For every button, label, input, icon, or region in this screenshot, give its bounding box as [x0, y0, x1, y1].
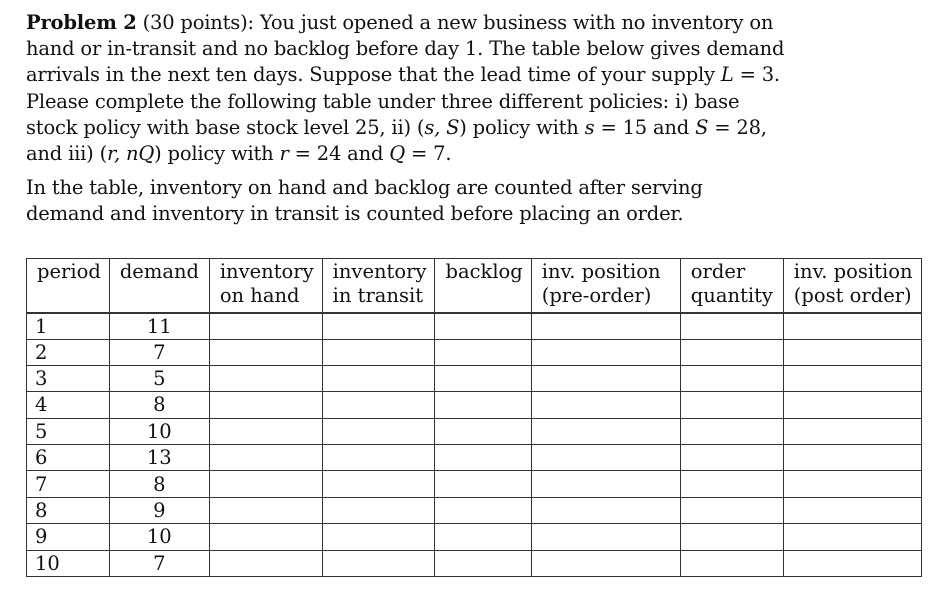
- empty-answer-cell[interactable]: [531, 339, 680, 365]
- empty-answer-cell[interactable]: [783, 524, 921, 550]
- column-header: [680, 259, 783, 313]
- empty-answer-cell[interactable]: [680, 497, 783, 523]
- column-header-line2: in transit: [332, 284, 424, 307]
- problem-text-segment: ) policy with: [154, 142, 280, 166]
- column-header-line1: order: [690, 260, 746, 283]
- empty-answer-cell[interactable]: [680, 550, 783, 576]
- problem-text-segment: You just opened a new business with no inventory on hand or in-transit and no backlog before day 1. The table below gives demand arrivals in the next ten days. Suppose that the lead time of your supply: [26, 11, 785, 87]
- inventory-table: [26, 258, 922, 577]
- empty-answer-cell[interactable]: [322, 497, 435, 523]
- table-row: [27, 445, 922, 471]
- empty-answer-cell[interactable]: [209, 365, 322, 391]
- problem-text-segment: = 28, and iii) (: [26, 115, 767, 166]
- empty-answer-cell[interactable]: [435, 418, 531, 444]
- empty-answer-cell[interactable]: [783, 418, 921, 444]
- demand-cell: 7: [109, 339, 209, 365]
- empty-answer-cell[interactable]: [531, 418, 680, 444]
- demand-cell: 10: [109, 418, 209, 444]
- empty-answer-cell[interactable]: [435, 339, 531, 365]
- empty-answer-cell[interactable]: [783, 445, 921, 471]
- demand-cell: 10: [109, 524, 209, 550]
- empty-answer-cell[interactable]: [531, 392, 680, 418]
- empty-answer-cell[interactable]: [783, 392, 921, 418]
- demand-cell: 9: [109, 497, 209, 523]
- empty-answer-cell[interactable]: [435, 524, 531, 550]
- empty-answer-cell[interactable]: [531, 471, 680, 497]
- period-cell: 2: [27, 339, 110, 365]
- column-header: [783, 259, 921, 313]
- empty-answer-cell[interactable]: [783, 313, 921, 340]
- empty-answer-cell[interactable]: [531, 524, 680, 550]
- table-header-row: [27, 259, 922, 313]
- column-header: [435, 259, 531, 313]
- empty-answer-cell[interactable]: [680, 339, 783, 365]
- empty-answer-cell[interactable]: [322, 339, 435, 365]
- empty-answer-cell[interactable]: [680, 365, 783, 391]
- empty-answer-cell[interactable]: [435, 550, 531, 576]
- empty-answer-cell[interactable]: [680, 524, 783, 550]
- empty-answer-cell[interactable]: [322, 313, 435, 340]
- empty-answer-cell[interactable]: [783, 550, 921, 576]
- problem-statement: [26, 10, 786, 228]
- table-row: [27, 524, 922, 550]
- empty-answer-cell[interactable]: [680, 313, 783, 340]
- demand-cell: 5: [109, 365, 209, 391]
- column-header-line1: inventory: [219, 260, 314, 283]
- math-symbol: s: [584, 115, 595, 139]
- problem-paragraph-2: In the table, inventory on hand and backlog are counted after serving demand and inventory in transit is counted before placing an order.: [26, 176, 703, 226]
- demand-cell: 8: [109, 392, 209, 418]
- problem-text-segment: = 24 and: [288, 142, 390, 166]
- problem-text-segment: = 15 and: [594, 115, 696, 139]
- table-row: [27, 471, 922, 497]
- problem-paragraph-1: [26, 10, 786, 167]
- empty-answer-cell[interactable]: [322, 445, 435, 471]
- empty-answer-cell[interactable]: [322, 392, 435, 418]
- demand-cell: 13: [109, 445, 209, 471]
- table-row: [27, 418, 922, 444]
- period-cell: 8: [27, 497, 110, 523]
- empty-answer-cell[interactable]: [435, 365, 531, 391]
- empty-answer-cell[interactable]: [783, 497, 921, 523]
- table-row: [27, 313, 922, 340]
- empty-answer-cell[interactable]: [209, 550, 322, 576]
- empty-answer-cell[interactable]: [322, 365, 435, 391]
- empty-answer-cell[interactable]: [209, 392, 322, 418]
- empty-answer-cell[interactable]: [435, 392, 531, 418]
- period-cell: 4: [27, 392, 110, 418]
- period-cell: 6: [27, 445, 110, 471]
- demand-cell: 7: [109, 550, 209, 576]
- empty-answer-cell[interactable]: [322, 471, 435, 497]
- empty-answer-cell[interactable]: [322, 550, 435, 576]
- column-header-line2: quantity: [690, 284, 773, 307]
- column-header-line1: inv. position: [793, 260, 913, 283]
- empty-answer-cell[interactable]: [435, 471, 531, 497]
- column-header: [322, 259, 435, 313]
- problem-text-segment: ) policy with: [459, 115, 585, 139]
- table-row: [27, 392, 922, 418]
- empty-answer-cell[interactable]: [531, 365, 680, 391]
- empty-answer-cell[interactable]: [209, 497, 322, 523]
- column-header-line1: inventory: [332, 260, 427, 283]
- column-header-line1: period: [37, 260, 101, 283]
- period-cell: 10: [27, 550, 110, 576]
- problem-body: [26, 11, 784, 165]
- problem-text-segment: = 7.: [405, 142, 452, 166]
- column-header-line2: (post order): [793, 284, 912, 307]
- period-cell: 5: [27, 418, 110, 444]
- column-header-line2: (pre-order): [541, 284, 652, 307]
- empty-answer-cell[interactable]: [531, 445, 680, 471]
- empty-answer-cell[interactable]: [531, 313, 680, 340]
- column-header: [27, 259, 110, 313]
- table-row: [27, 339, 922, 365]
- empty-answer-cell[interactable]: [531, 550, 680, 576]
- column-header: [209, 259, 322, 313]
- column-header-line1: inv. position: [541, 260, 661, 283]
- empty-answer-cell[interactable]: [783, 471, 921, 497]
- column-header: [531, 259, 680, 313]
- math-symbol: s, S: [424, 115, 460, 139]
- empty-answer-cell[interactable]: [435, 313, 531, 340]
- column-header-line1: backlog: [445, 260, 523, 283]
- problem-title: Problem 2: [26, 11, 137, 34]
- table-row: [27, 550, 922, 576]
- empty-answer-cell[interactable]: [209, 313, 322, 340]
- empty-answer-cell[interactable]: [209, 418, 322, 444]
- empty-answer-cell[interactable]: [680, 392, 783, 418]
- table-row: [27, 365, 922, 391]
- demand-cell: 11: [109, 313, 209, 340]
- empty-answer-cell[interactable]: [783, 339, 921, 365]
- math-symbol: L: [720, 63, 734, 87]
- demand-cell: 8: [109, 471, 209, 497]
- math-symbol: r: [279, 142, 289, 166]
- problem-points: (30 points):: [142, 11, 254, 34]
- empty-answer-cell[interactable]: [209, 445, 322, 471]
- period-cell: 9: [27, 524, 110, 550]
- empty-answer-cell[interactable]: [322, 524, 435, 550]
- math-symbol: Q: [389, 142, 406, 166]
- table-body: [27, 313, 922, 577]
- problem-text-segment: = 3. Please complete the following table under three different policies: i) base stock policy with base stock level 25, ii) (: [26, 63, 780, 139]
- empty-answer-cell[interactable]: [322, 418, 435, 444]
- table-row: [27, 497, 922, 523]
- empty-answer-cell[interactable]: [209, 524, 322, 550]
- period-cell: 7: [27, 471, 110, 497]
- empty-answer-cell[interactable]: [209, 339, 322, 365]
- empty-answer-cell[interactable]: [435, 445, 531, 471]
- empty-answer-cell[interactable]: [209, 471, 322, 497]
- empty-answer-cell[interactable]: [435, 497, 531, 523]
- column-header: [109, 259, 209, 313]
- empty-answer-cell[interactable]: [680, 418, 783, 444]
- period-cell: 1: [27, 313, 110, 340]
- column-header-line1: demand: [119, 260, 199, 283]
- empty-answer-cell[interactable]: [680, 445, 783, 471]
- period-cell: 3: [27, 365, 110, 391]
- empty-answer-cell[interactable]: [680, 471, 783, 497]
- math-symbol: r, nQ: [107, 142, 155, 166]
- column-header-line2: on hand: [219, 284, 300, 307]
- empty-answer-cell[interactable]: [531, 497, 680, 523]
- empty-answer-cell[interactable]: [783, 365, 921, 391]
- math-symbol: S: [695, 115, 709, 139]
